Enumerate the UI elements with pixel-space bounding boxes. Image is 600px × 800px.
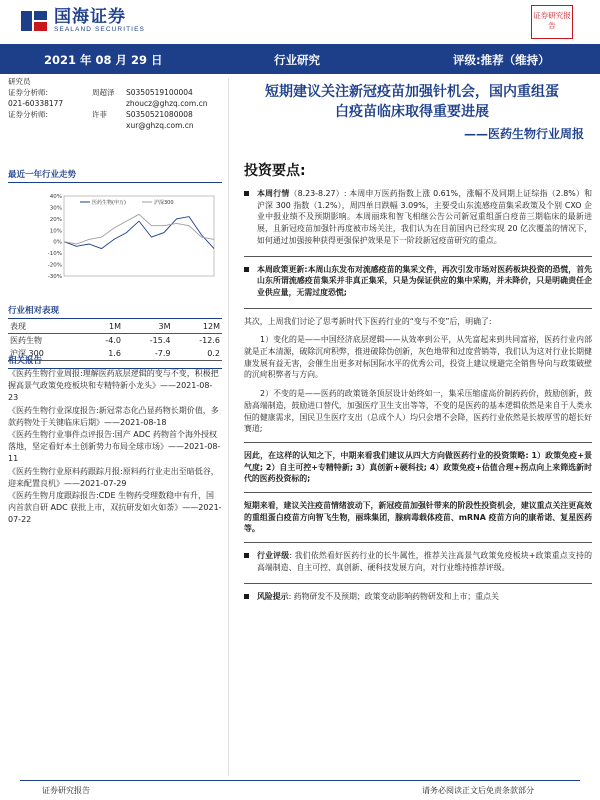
report-title (232, 82, 592, 142)
research-report-stamp: 证券研究报告 (531, 5, 573, 39)
divider (244, 308, 592, 309)
y-tick-label: -10% (47, 251, 62, 258)
divider (244, 256, 592, 257)
related-report-item[interactable]: 《医药生物行业周报:理解医药底层逻辑的变与不变，积极把握高景气政策免疫板块和专精特新小龙头》——2021-08-23 (8, 369, 219, 403)
paragraph: 短期来看，建议关注疫苗情绪波动下，新冠疫苗加强针带来的阶段性投资机会，建议重点关注更高效的重组蛋白疫苗方向智飞生物，丽珠集团，腺病毒载体疫苗、mRNA 疫苗方向的康希诺、复星医药等。 (244, 501, 592, 534)
report-subtitle: ——医药生物行业周报 (463, 127, 584, 141)
table-row: 医药生物 -4.0 -15.4 -12.6 (10, 336, 220, 345)
analyst-row: xur@ghzq.com.cn (126, 121, 194, 130)
company-logo (20, 6, 145, 36)
divider (244, 583, 592, 584)
bullet-square-icon (244, 191, 249, 196)
bullet-square-icon (244, 553, 249, 558)
footer-divider (20, 780, 580, 781)
analyst-block (8, 76, 222, 131)
related-reports-heading: 相关报告 (8, 354, 222, 369)
footer-disclaimer: 请务必阅读正文后免责条款部分 (422, 786, 534, 795)
related-report-item[interactable]: 《医药生物月度跟踪报告:CDE 生物药受理数稳中有升，国内首款自研 ADC 获批上市，双抗研发如火如荼》——2021-07-22 (8, 491, 222, 525)
y-tick-label: 20% (49, 216, 62, 223)
y-tick-label: -30% (47, 274, 62, 280)
related-reports-list (8, 368, 222, 527)
logo-name-en: SEALAND SECURITIES (54, 26, 145, 33)
legend-label-pharma: 医药生物(申万) (92, 200, 126, 206)
column-divider (228, 78, 229, 776)
logo-name-cn: 国海证券 (54, 7, 126, 27)
analyst-row: 证券分析师: 许菲 S0350521080008 (8, 110, 193, 119)
date-bar (0, 44, 600, 74)
y-tick-label: 10% (49, 228, 62, 235)
bullet-policy-update: 本周政策更新:本周山东发布对流感疫苗的集采文件，再次引发市场对医药板块投资的恐慌，首先山东所谓流感疫苗集采并非真正集采，只是为保证供应的集中采购，并未降价，只是明确责任企业供应量，无需过度恐慌; (244, 264, 592, 299)
bullet-square-icon (244, 594, 249, 599)
paragraph: 其次，上周我们讨论了思考新时代下医药行业的“变与不变”后，明确了: (244, 316, 492, 326)
divider (244, 442, 592, 443)
bullet-industry-rating: 行业评级: 我们依然看好医药行业的长牛属性，推荐关注高景气政策免疫板块+政策重点支持的高端制造、自主可控、真创新、硬科技发展方向，对行业维持推荐评级。 (244, 550, 592, 573)
report-date: 2021 年 08 月 29 日 (44, 53, 163, 67)
y-tick-label: 0% (53, 239, 62, 246)
bullet-weekly-market: 本周行情（8.23-8.27）: 本周申万医药指数上涨 0.61%，涨幅不及同期上证综指（2.8%）和沪深 300 指数（1.2%），周四单日跌幅 3.09%，主要受山东流感疫苗集采政策及个别 CXO 企业中报业绩不及预期影响。本周丽珠和智飞相继公告公司新冠重组蛋白疫苗三期临床的最新进展，且新冠疫苗加强针再度被市场关注，我们认为在目前国内已经实现 20 亿次覆盖的情况下，如何通过加强接种获得更强保护效果是下一阶段新冠疫苗研究的重点。 (244, 188, 592, 247)
trend-heading: 最近一年行业走势 (8, 168, 222, 183)
paragraph: 因此，在这样的认知之下，中期来看我们建议从四大方向做医药行业的投资策略: 1）政策免疫+景气度; 2）自主可控+专精特新; 3）真创新+硬科技; 4）政策免疫+估值合理+拐点向上来筛选新时代的医药投资标的; (244, 450, 592, 484)
legend-label-csi300: 沪深300 (154, 200, 174, 206)
related-report-item[interactable]: 《医药生物行业原料药跟踪月报:原料药行业走出至暗低谷，迎来配置良机》——2021-07-29 (8, 466, 219, 488)
table-row: 沪深 300 1.6 -7.9 0.2 (8, 347, 222, 361)
logo-mark-icon (20, 9, 48, 33)
paragraph: 2）不变的是——医药的政策链条顶层设计始终如一，集采压缩虚高价制药药价，鼓励创新，鼓励高端制造，鼓励进口替代，加强医疗卫生支出等等，不变的是医药的基本逻辑依然是来自于人类永恒的健康需求，国民卫生医疗支出（总成个人）均只会增不会降，医药行业依然是长坡厚雪的超长好赛道; (244, 389, 592, 434)
trend-chart-svg (40, 190, 218, 280)
bullet-square-icon (244, 267, 249, 272)
key-points-body (244, 188, 592, 611)
y-tick-label: -20% (47, 262, 62, 269)
analyst-row: 证券分析师: 周超泽 S0350519100004 (8, 88, 193, 97)
series-line-csi300 (64, 214, 214, 244)
footer-left: 证券研究报告 (42, 786, 90, 795)
title-line-2: 白疫苗临床取得重要进展 (335, 104, 489, 120)
bullet-risk: 风险提示: 药物研发不及预期；政策变动影响药物研发和上市；重点关 (244, 591, 592, 603)
trend-chart (40, 190, 218, 280)
series-line-pharma (64, 217, 214, 249)
divider (244, 542, 592, 543)
report-type: 行业研究 (274, 53, 320, 67)
y-tick-label: 40% (49, 194, 62, 200)
performance-heading: 行业相对表现 (8, 304, 222, 319)
analyst-row: 021-60338177 zhoucz@ghzq.com.cn (8, 99, 208, 108)
paragraph: 1）变化的是——中国经济底层逻辑——从效率到公平，从先富起来到共同富裕，医药行业内部就是正本清源，破除沉疴积弊，推进破除伪创新，灰色地带和过度营销等，我们认为这对行业长期健康发展有益无害，会催生出更多对标国际水平的优秀公司，投资上建议规避完全销售导向与政策破壁的沉疴积弊者与方向。 (244, 335, 592, 380)
y-tick-label: 30% (49, 205, 62, 212)
table-header-row: 表现 1M 3M 12M (8, 320, 222, 334)
plot-frame (64, 196, 214, 276)
related-report-item[interactable]: 《医药生物行业事件点评报告:国产 ADC 药物首个海外授权落地，坚定看好本土创新势力布局全球市场》——2021-08-11 (8, 430, 221, 464)
divider (244, 492, 592, 493)
related-report-item[interactable]: 《医药生物行业深度报告:新冠常态化凸显药物长期价值，多款药物处于关键临床后期》——2021-08-18 (8, 405, 219, 427)
researcher-label: 研究员 (8, 77, 31, 86)
top-bar (0, 0, 600, 38)
title-line-1: 短期建议关注新冠疫苗加强针机会，国内重组蛋 (265, 84, 559, 100)
rating: 评级:推荐（维持） (453, 53, 550, 67)
key-points-title: 投资要点: (244, 163, 306, 179)
